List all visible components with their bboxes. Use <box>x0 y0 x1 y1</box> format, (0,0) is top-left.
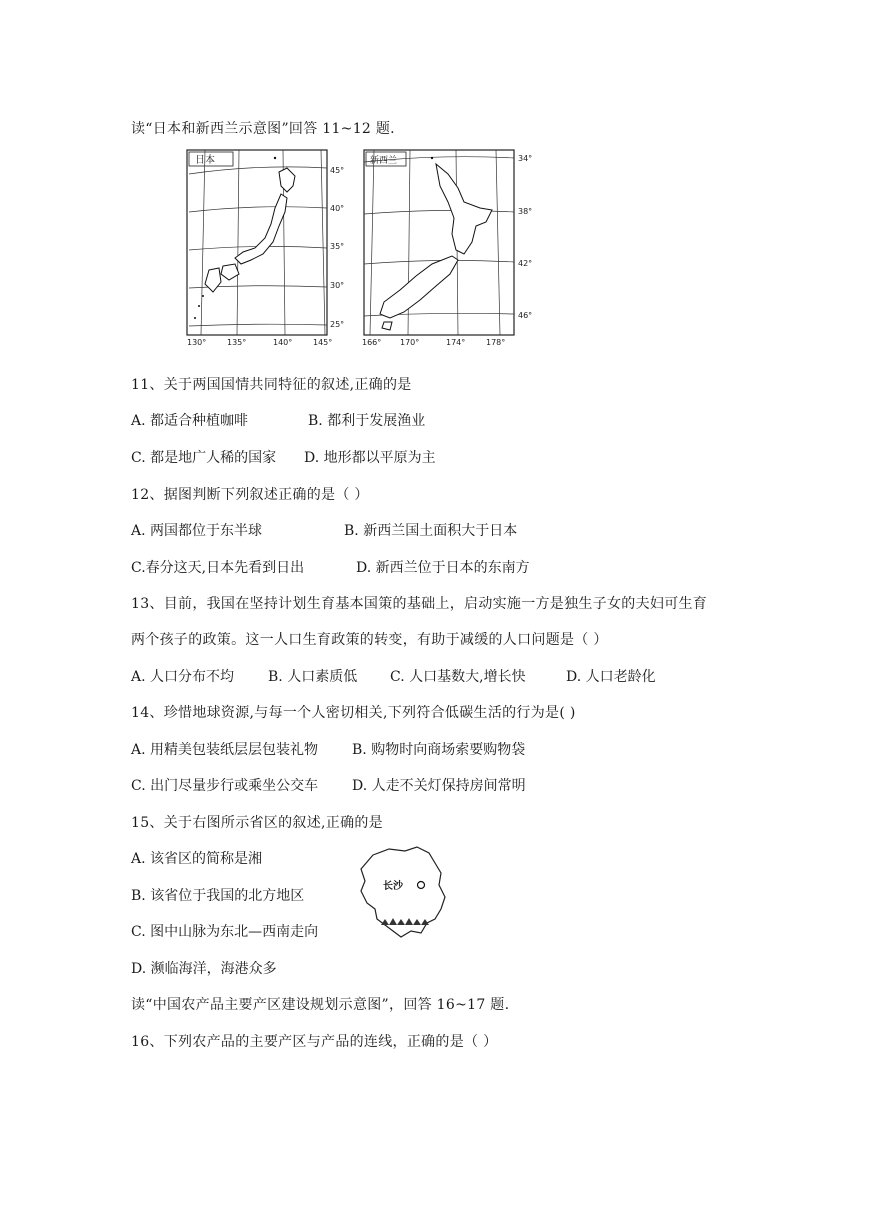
japan-lon-label: 130° <box>187 338 207 347</box>
q12-option-a: A. 两国都位于东半球 <box>131 523 263 539</box>
japan-lat-label: 30° <box>330 281 345 290</box>
q11-option-d: D. 地形都以平原为主 <box>304 450 436 466</box>
capital-marker-icon <box>418 882 425 889</box>
q15-option-a: A. 该省区的简称是湘 <box>131 851 263 867</box>
province-map <box>355 845 455 940</box>
japan-lat-label: 40° <box>330 204 345 213</box>
nz-lon-label: 166° <box>362 338 382 347</box>
question-11-stem: 11、关于两国国情共同特征的叙述,正确的是 <box>131 377 412 393</box>
changsha-label: 长沙 <box>383 881 403 892</box>
nz-lon-label: 174° <box>446 338 466 347</box>
question-16-stem: 16、下列农产品的主要产区与产品的连线，正确的是（ ） <box>131 1034 498 1050</box>
q13-option-c: C. 人口基数大,增长快 <box>390 669 526 685</box>
question-13-stem-line2: 两个孩子的政策。这一人口生育政策的转变，有助于减缓的人口问题是（ ） <box>131 632 608 648</box>
q15-option-c: C. 图中山脉为东北—西南走向 <box>131 924 319 940</box>
reading-prompt-16-17: 读“中国农产品主要产区建设规划示意图”，回答 16~17 题. <box>131 997 510 1013</box>
q15-option-d: D. 濒临海洋，海港众多 <box>131 961 277 977</box>
new-zealand-map <box>360 146 540 348</box>
japan-lon-label: 145° <box>313 338 333 347</box>
japan-lon-label: 135° <box>227 338 247 347</box>
q14-option-d: D. 人走不关灯保持房间常明 <box>352 778 526 794</box>
q14-option-c: C. 出门尽量步行或乘坐公交车 <box>131 778 319 794</box>
q12-option-b: B. 新西兰国土面积大于日本 <box>344 523 518 539</box>
japan-lon-label: 140° <box>273 338 293 347</box>
japan-lat-label: 35° <box>330 242 345 251</box>
reading-prompt-11-12: 读“日本和新西兰示意图”回答 11~12 题. <box>131 121 395 137</box>
q14-option-b: B. 购物时向商场索要购物袋 <box>352 742 526 758</box>
nz-lat-label: 42° <box>518 259 533 268</box>
nz-lat-label: 38° <box>518 207 533 216</box>
question-14-stem: 14、珍惜地球资源,与每一个人密切相关,下列符合低碳生活的行为是( ) <box>131 705 576 721</box>
japan-map-title: 日本 <box>195 155 215 166</box>
q13-option-d: D. 人口老龄化 <box>566 669 656 685</box>
q13-option-b: B. 人口素质低 <box>268 669 358 685</box>
nz-lon-label: 178° <box>486 338 506 347</box>
japan-lat-label: 25° <box>330 320 345 329</box>
q11-option-a: A. 都适合种植咖啡 <box>131 413 249 429</box>
q12-option-d: D. 新西兰位于日本的东南方 <box>356 560 530 576</box>
q15-option-b: B. 该省位于我国的北方地区 <box>131 888 305 904</box>
question-12-stem: 12、据图判断下列叙述正确的是（ ） <box>131 487 369 503</box>
q11-option-b: B. 都利于发展渔业 <box>308 413 426 429</box>
question-13-stem-line1: 13、目前，我国在坚持计划生育基本国策的基础上，启动实施一方是独生子女的夫妇可生育 <box>131 596 708 612</box>
q14-option-a: A. 用精美包装纸层层包装礼物 <box>131 742 319 758</box>
nz-lon-label: 170° <box>400 338 420 347</box>
q11-option-c: C. 都是地广人稀的国家 <box>131 450 277 466</box>
nz-lat-label: 46° <box>518 311 533 320</box>
question-15-stem: 15、关于右图所示省区的叙述,正确的是 <box>131 815 383 831</box>
japan-lat-label: 45° <box>330 166 345 175</box>
nz-map-title: 新西兰 <box>370 156 398 166</box>
q12-option-c: C.春分这天,日本先看到日出 <box>131 560 305 576</box>
q13-option-a: A. 人口分布不均 <box>131 669 235 685</box>
nz-lat-label: 34° <box>518 154 533 163</box>
japan-map <box>183 146 351 348</box>
